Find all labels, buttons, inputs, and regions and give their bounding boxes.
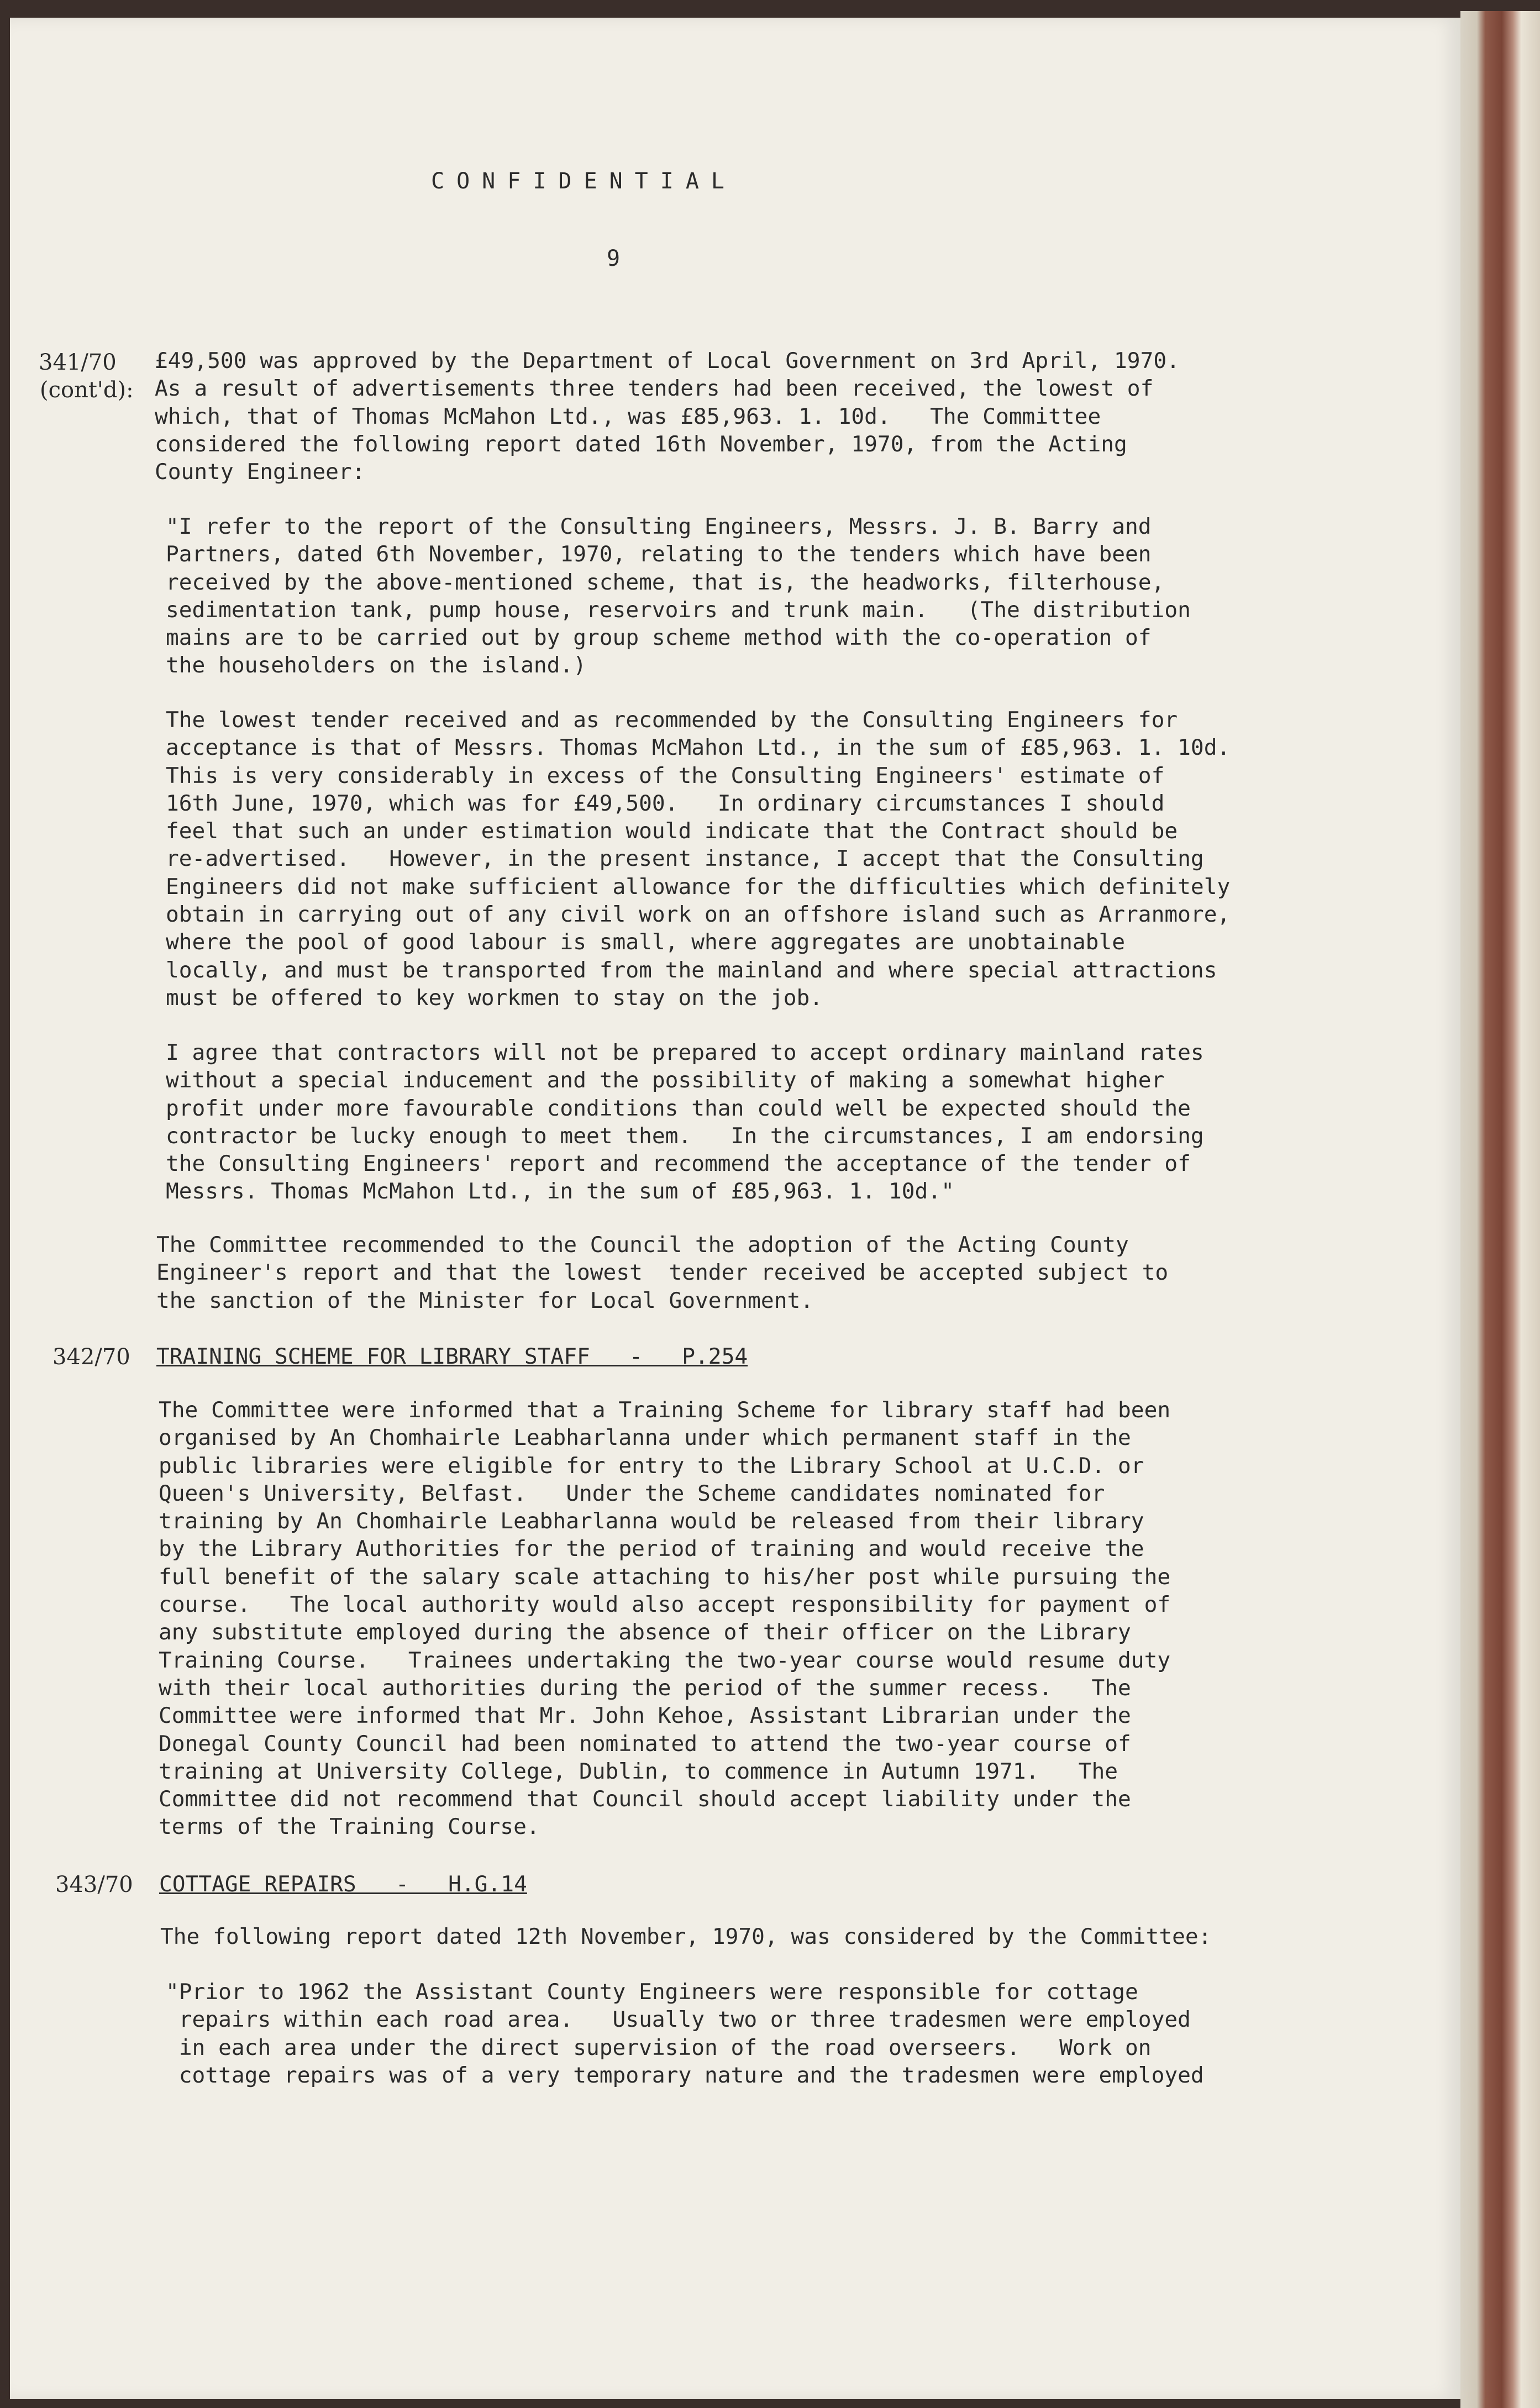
item-ref-341-cont: (cont'd): [40,377,134,403]
item-ref-341: 341/70 [39,350,117,375]
item-342-body: The Committee were informed that a Training Scheme for library staff had been organised by An Chomhairle Leabharlanna under which permanent staff in the public libraries were eligible for entry to the Library School at U.C.D. or Queen's University, Belfast. Under the Scheme candidates nominated for training by An Chomhairle Leabharlanna would be released from their library by the Library Authorities for the period of training and would receive the full benefit of the salary scale attaching to his/her post while pursuing the course. The local authority would also accept responsibility for payment of any substitute employed during the absence of their officer on the Library Training Course. Trainees undertaking the two-year course would resume duty with their local authorities during the period of the summer recess. The Committee were informed that Mr. John Kehoe, Assistant Librarian under the Donegal County Council had been nominated to attend the two-year course of training at University College, Dublin, to commence in Autumn 1971. The Committee did not recommend that Council should accept liability under the terms of the Training Course. [159,1397,1171,1840]
page-number: 9 [607,246,621,271]
item-343-quote: "Prior to 1962 the Assistant County Engineers were responsible for cottage repairs within each road area. Usually two or three tradesmen were employed in each area under the direct supervision of the road overseers. Work on cottage repairs was of a very temporary nature and the tradesmen were employed [166,1979,1204,2088]
item-341-intro: £49,500 was approved by the Department of Local Government on 3rd April, 1970. As a result of advertisements three tenders had been received, the lowest of which, that of Thomas McMahon Ltd., was £85,963. 1. 10d. The Committee considered the following report dated 16th November, 1970, from the Acting County Engineer: [155,348,1180,485]
item-ref-343: 343/70 [55,1872,133,1897]
confidential-header: CONFIDENTIAL [431,169,737,194]
book-binding [1460,11,1540,2408]
item-343-intro: The following report dated 12th November, 1970, was considered by the Committee: [160,1924,1212,1949]
item-341-quote-paragraph-2: The lowest tender received and as recommended by the Consulting Engineers for acceptance is that of Messrs. Thomas McMahon Ltd., in the sum of £85,963. 1. 10d. This is very considerably in excess of the Consulting Engineers' estimate of 16th June, 1970, which was for £49,500. In ordinary circumstances I should feel that such an under estimation would indicate that the Contract should be re-advertised. However, in the present instance, I accept that the Consulting Engineers did not make sufficient allowance for the difficulties which definitely obtain in carrying out of any civil work on an offshore island such as Arranmore, where the pool of good labour is small, where aggregates are unobtainable locally, and must be transported from the mainland and where special attractions must be offered to key workmen to stay on the job. [166,707,1231,1011]
item-ref-342: 342/70 [52,1344,130,1370]
item-342-heading: TRAINING SCHEME FOR LIBRARY STAFF - P.254 [156,1344,748,1369]
item-341-conclusion: The Committee recommended to the Council the adoption of the Acting County Engineer's report and that the lowest tender received be accepted subject to the sanction of the Minister for Local Government. [156,1232,1169,1313]
item-343-heading: COTTAGE REPAIRS - H.G.14 [159,1871,527,1897]
item-341-quote-paragraph-1: "I refer to the report of the Consulting Engineers, Messrs. J. B. Barry and Partners, dated 6th November, 1970, relating to the tenders which have been received by the above-mentioned scheme, that is, the headworks, filterhouse, sedimentation tank, pump house, reservoirs and trunk main. (The distribution mains are to be carried out by group scheme method with the co-operation of the householders on the island.) [166,514,1191,679]
item-341-quote-paragraph-3: I agree that contractors will not be prepared to accept ordinary mainland rates without a special inducement and the possibility of making a somewhat higher profit under more favourable conditions than could well be expected should the contractor be lucky enough to meet them. In the circumstances, I am endorsing the Consulting Engineers' report and recommend the acceptance of the tender of Messrs. Thomas McMahon Ltd., in the sum of £85,963. 1. 10d." [166,1040,1204,1205]
